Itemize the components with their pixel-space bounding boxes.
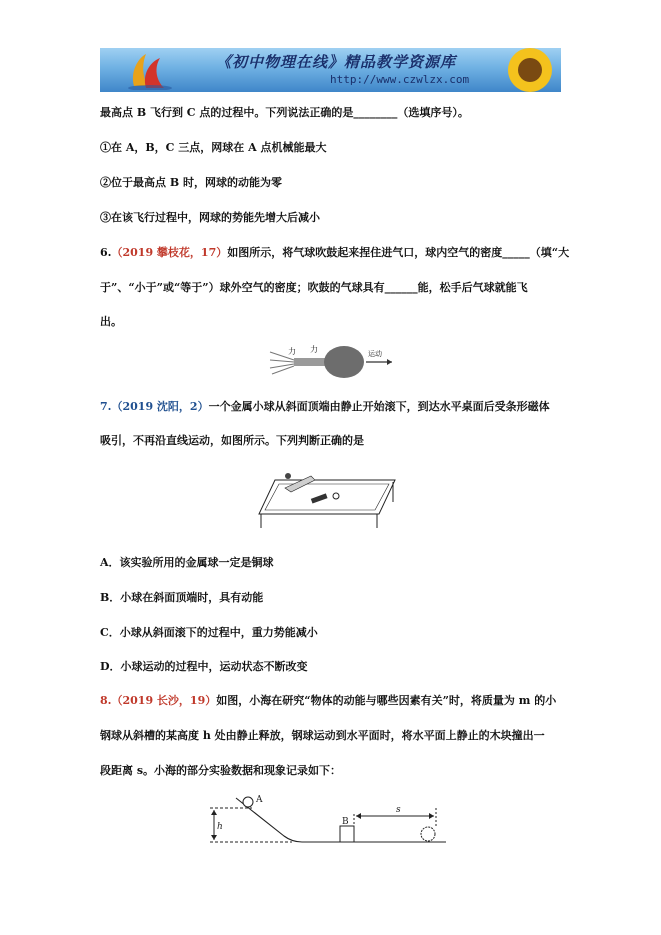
height-label: h (217, 822, 223, 832)
q7-number: 7. (100, 400, 112, 413)
q6-line-2: 于”、“小于”或“等于”）球外空气的密度；吹鼓的气球具有______能，松手后气球就能飞 (100, 281, 528, 294)
statement-3: ③在该飞行过程中，网球的势能先增大后减小 (100, 211, 320, 224)
ball-table (333, 493, 339, 499)
prev-question-text: 最高点 B 飞行到 C 点的过程中。下列说法正确的是________（选填序号）。 (100, 106, 469, 119)
q7-source: （2019 沈阳，2） (111, 400, 209, 413)
balloon (324, 346, 364, 378)
balloon-neck (294, 358, 328, 366)
q8-number: 8. (100, 694, 112, 707)
header-banner (100, 48, 561, 92)
q7-option-d: D．小球运动的过程中，运动状态不断改变 (100, 660, 308, 673)
q7-text-1: 一个金属小球从斜面顶端由静止开始滚下，到达水平桌面后受条形磁体 (208, 400, 550, 413)
kinetic-energy-figure (206, 790, 456, 852)
distance-label: s (396, 805, 401, 815)
q7-option-c: C．小球从斜面滚下的过程中，重力势能减小 (100, 626, 318, 639)
q6-source: （2019 攀枝花，17） (111, 246, 228, 259)
ball-a (243, 797, 253, 807)
force-label-2: 力 (310, 345, 318, 354)
q8-line-3: 段距离 s。小海的部分实验数据和现象记录如下： (100, 764, 342, 777)
block-b (340, 826, 354, 842)
ball-label: A (256, 795, 263, 805)
q6-text-1: 如图所示，将气球吹鼓起来捏住进气口，球内空气的密度_____（填“大 (227, 246, 570, 259)
q7-line-2: 吸引，不再沿直线运动，如图所示。下列判断正确的是 (100, 434, 364, 447)
q8-source: （2019 长沙，19） (111, 694, 217, 707)
q6-line-1 (100, 246, 570, 260)
q7-option-b: B．小球在斜面顶端时，具有动能 (100, 591, 264, 604)
force-label-1: 力 (288, 347, 296, 356)
q7-option-a: A．该实验所用的金属球一定是铜球 (100, 556, 274, 569)
q8-line-2: 钢球从斜槽的某高度 h 处由静止释放，钢球运动到水平面时，将水平面上静止的木块撞出一 (100, 729, 545, 742)
banner-title: 《初中物理在线》精品教学资源库 (216, 53, 457, 71)
q6-number: 6. (100, 246, 112, 259)
q8-line-1 (100, 694, 570, 708)
statement-1: ①在 A，B，C 三点，网球在 A 点机械能最大 (100, 141, 327, 154)
q8-text-1: 如图，小海在研究“物体的动能与哪些因素有关”时，将质量为 m 的小 (216, 694, 557, 707)
banner-url[interactable]: http://www.czwlzx.com (330, 73, 470, 86)
balloon-figure (268, 340, 398, 384)
ball-final (421, 827, 435, 841)
ball-top (285, 473, 291, 479)
incline-table-figure (255, 466, 400, 532)
q7-line-1 (100, 400, 570, 414)
statement-2: ②位于最高点 B 时，网球的动能为零 (100, 176, 282, 189)
motion-label: 运动 (368, 350, 382, 358)
q6-line-3: 出。 (100, 315, 122, 328)
site-logo-icon (120, 50, 178, 90)
sunflower-icon (500, 48, 560, 92)
block-label: B (342, 817, 349, 827)
